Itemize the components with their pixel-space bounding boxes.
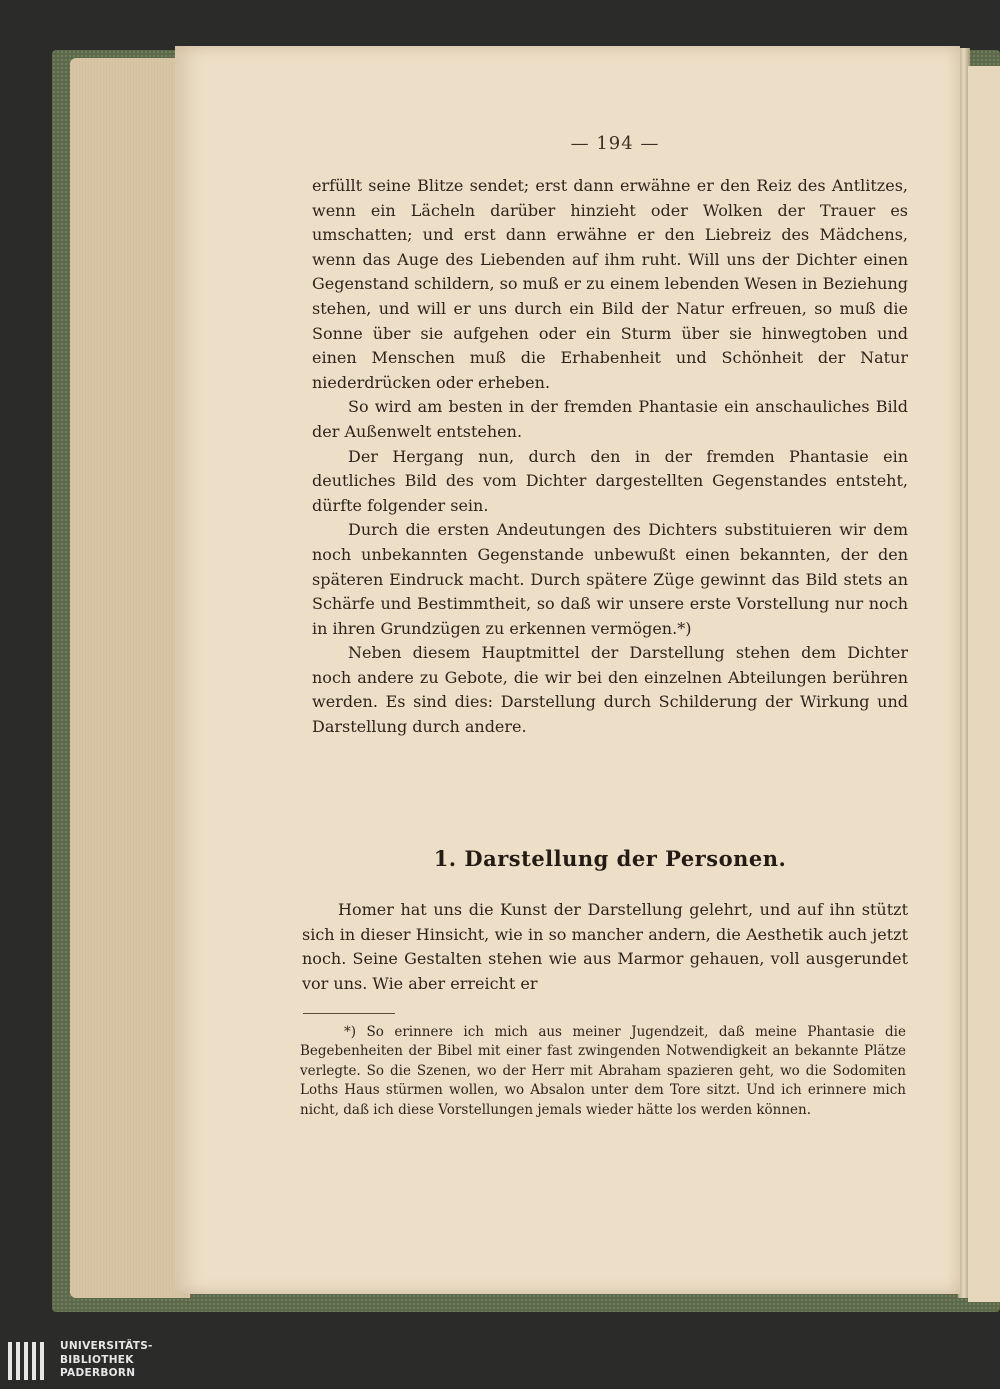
library-logo-icon — [8, 1342, 52, 1380]
footnote — [300, 1023, 906, 1120]
logo-line: PADERBORN — [60, 1367, 136, 1379]
body-text-section — [302, 898, 908, 996]
page-edges — [70, 58, 190, 1298]
library-logo-text — [60, 1340, 153, 1381]
section-heading: 1. Darstellung der Personen. — [433, 846, 787, 871]
paragraph: Durch die ersten Andeutungen des Dichters substituieren wir dem noch unbekannten Gegenstande unbewußt einen bekannten, der den späteren Eindruck macht. Durch spätere Züge gewinnt das Bild stets an Schärfe und Bestimmtheit, so daß wir unsere erste Vorstellung nur noch in ihren Grundzügen zu erkennen vermögen.*) — [312, 520, 908, 638]
footnote-divider — [303, 1013, 395, 1014]
logo-line: BIBLIOTHEK — [60, 1353, 134, 1366]
library-logo — [8, 1340, 178, 1382]
facing-page-edge — [968, 66, 1000, 1302]
body-text — [312, 174, 908, 740]
paragraph: Der Hergang nun, durch den in der fremden Phantasie ein deutliches Bild des vom Dichter dargestellten Gegenstandes entsteht, dürfte folgender sein. — [312, 446, 908, 515]
paragraph: Neben diesem Hauptmittel der Darstellung stehen dem Dichter noch andere zu Gebote, die wir bei den einzelnen Abteilungen berühren werden. Es sind dies: Darstellung durch Schilderung der Wirkung und Darstellung durch andere. — [312, 643, 908, 737]
logo-line: UNIVERSITÄTS- — [60, 1340, 153, 1352]
paragraph: erfüllt seine Blitze sendet; erst dann erwähne er den Reiz des Antlitzes, wenn ein Lächeln darüber hinzieht oder Wolken der Trauer es umschatten; und erst dann erwähne er den Liebreiz des Mädchens, wenn das Auge des Liebenden auf ihm ruht. Will uns der Dichter einen Gegenstand schildern, so muß er zu einem lebenden Wesen in Beziehung stehen, und will er uns durch ein Bild der Natur erfreuen, so muß die Sonne über sie aufgehen oder ein Sturm über sie hinwegtoben und einen Menschen muß die Erhabenheit und Schönheit der Natur niederdrücken oder erheben. — [312, 176, 908, 392]
page-number: — 194 — — [570, 133, 660, 154]
footnote-text: *) So erinnere ich mich aus meiner Jugendzeit, daß meine Phantasie die Begebenheiten der Bibel mit einer fast zwingenden Notwendigkeit an bekannte Plätze verlegte. So die Szenen, wo der Herr mit Abraham spazieren geht, wo die Sodomiten Loths Haus stürmen wollen, wo Absalon unter dem Tore sitzt. Und ich erinnere mich nicht, daß ich diese Vorstellungen jemals wieder hätte los werden können. — [300, 1024, 906, 1118]
paragraph: Homer hat uns die Kunst der Darstellung gelehrt, und auf ihn stützt sich in dieser Hinsicht, wie in so mancher andern, die Aesthetik auch jetzt noch. Seine Gestalten stehen wie aus Marmor gehauen, voll ausgerundet vor uns. Wie aber erreicht er — [302, 900, 908, 993]
paragraph: So wird am besten in der fremden Phantasie ein anschauliches Bild der Außenwelt entstehen. — [312, 397, 908, 441]
